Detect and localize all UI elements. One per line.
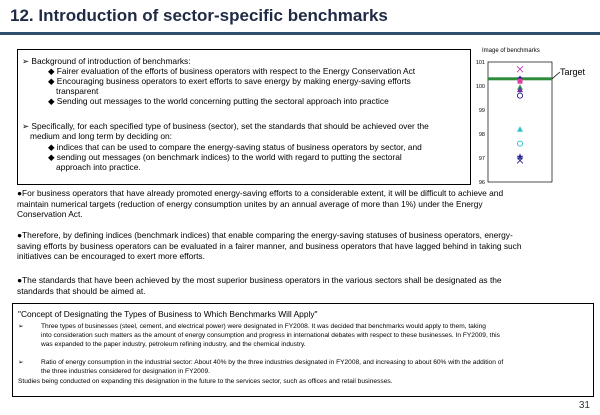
y-tick-label: 98 [478, 132, 485, 138]
data-point [517, 141, 522, 146]
data-point [517, 93, 522, 98]
sub-bullet: ◆ Fairer evaluation of the efforts of business operators with respect to the Energy Conservation Act [48, 66, 416, 76]
sub-bullet-text: Sending out messages to the world concerning putting the sectoral approach into practice [56, 96, 389, 106]
paragraph-line: ●Therefore, by defining indices (benchmark indices) that enable comparing the energy-saving statuses of business operators, energy- [17, 230, 513, 240]
paragraph-indices [17, 230, 577, 262]
sub-bullet-continuation: transparent [56, 86, 99, 96]
data-point [518, 79, 523, 84]
target-leader-line [552, 72, 560, 79]
sub-bullet-text: Fairer evaluation of the efforts of business operators with respect to the Energy Conservation Act [56, 66, 416, 76]
sub-bullet-text: sending out messages (on benchmark indices) to the world with regard to putting the sectoral [56, 152, 402, 162]
y-tick-label: 97 [478, 156, 485, 162]
chart-title: Image of benchmarks [482, 48, 540, 54]
concept-heading: "Concept of Designating the Types of Business to Which Benchmarks Will Apply" [18, 309, 318, 319]
background-box [17, 49, 471, 185]
data-point [517, 153, 524, 160]
title-underline [0, 32, 600, 35]
concept-box [12, 303, 594, 397]
bullet-specifically: ➢ Specifically, for each specified type of business (sector), set the standards that should be achieved over the [22, 121, 429, 131]
sub-bullet: ◆ indices that can be used to compare the energy-saving status of business operators by sector, and [48, 142, 422, 152]
data-point [517, 126, 523, 132]
paragraph-line: Conservation Act. [17, 209, 83, 219]
item-line: Three types of businesses (steel, cement, and electrical power) were designated in FY2008. It was decided that benchmarks would apply to them, taking [41, 323, 486, 330]
y-tick-label: 100 [475, 84, 485, 90]
arrow-bullet: ➢ [18, 323, 24, 330]
arrow-bullet: ➢ [18, 359, 24, 366]
item-line: Ratio of energy consumption in the industrial sector: About 40% by the three industries designated in FY2008, and increasing to about 60% with the addition of [41, 359, 504, 366]
target-label: Target [560, 67, 586, 77]
concept-footer: Studies being conducted on expanding this designation in the future to the services sector, such as offices and retail businesses. [18, 378, 393, 385]
sub-bullet: ◆ Encouraging business operators to exert efforts to save energy by making energy-saving efforts [48, 76, 411, 86]
bullet-background: ➢ Background of introduction of benchmarks: [22, 56, 191, 66]
paragraph-standards [17, 275, 577, 296]
y-tick-label: 101 [475, 60, 485, 66]
sub-bullet-continuation: approach into practice. [56, 162, 141, 172]
item-line: was expanded to the paper industry, petroleum refining industry, and the chemical industry. [41, 341, 306, 348]
paragraph-line: maintain numerical targets (reduction of energy consumption unites by an annual average of more than 1%) under the Energy [17, 198, 483, 209]
paragraph-difficulty [17, 188, 577, 220]
bullet-continuation: medium and long term by deciding on: [30, 131, 172, 141]
paragraph-line: ●The standards that have been achieved by the most superior business operators in the various sectors shall be designated as the [17, 275, 502, 285]
sub-bullet-text: Encouraging business operators to exert efforts to save energy by making energy-saving efforts [56, 76, 411, 86]
benchmark-chart [468, 40, 600, 190]
bullet-specifically-text: Specifically, for each specified type of business (sector), set the standards that should be achieved over the [31, 121, 429, 131]
paragraph-line: saving efforts by business operators can be evaluated in a fairer manner, and business operators that have lagged behind in taking such [17, 240, 522, 251]
page-number: 31 [578, 400, 590, 411]
paragraph-line: ●For business operators that have already promoted energy-saving efforts to a considerable extent, it will be difficult to achieve and [17, 188, 504, 198]
y-tick-label: 96 [478, 180, 485, 186]
title-bar [0, 0, 600, 37]
sub-bullet: ◆ sending out messages (on benchmark indices) to the world with regard to putting the sectoral [48, 152, 402, 162]
page-title: 12. Introduction of sector-specific benchmarks [10, 6, 388, 25]
y-tick-label: 99 [478, 108, 485, 114]
item-line: the three industries considered for designation in FY2009. [41, 368, 210, 375]
sub-bullet-text: indices that can be used to compare the energy-saving status of business operators by sector, and [56, 142, 422, 152]
paragraph-line: initiatives can be encouraged to exert more efforts. [17, 251, 205, 261]
paragraph-line: standards that should be aimed at. [17, 285, 146, 296]
bullet-background-text: Background of introduction of benchmarks: [31, 56, 191, 66]
item-line: into consideration such matters as the amount of energy consumption and progress in international debates with respect to these businesses. In FY2009, this [41, 332, 500, 339]
sub-bullet: ◆ Sending out messages to the world concerning putting the sectoral approach into practice [48, 96, 389, 106]
data-point [517, 66, 523, 72]
